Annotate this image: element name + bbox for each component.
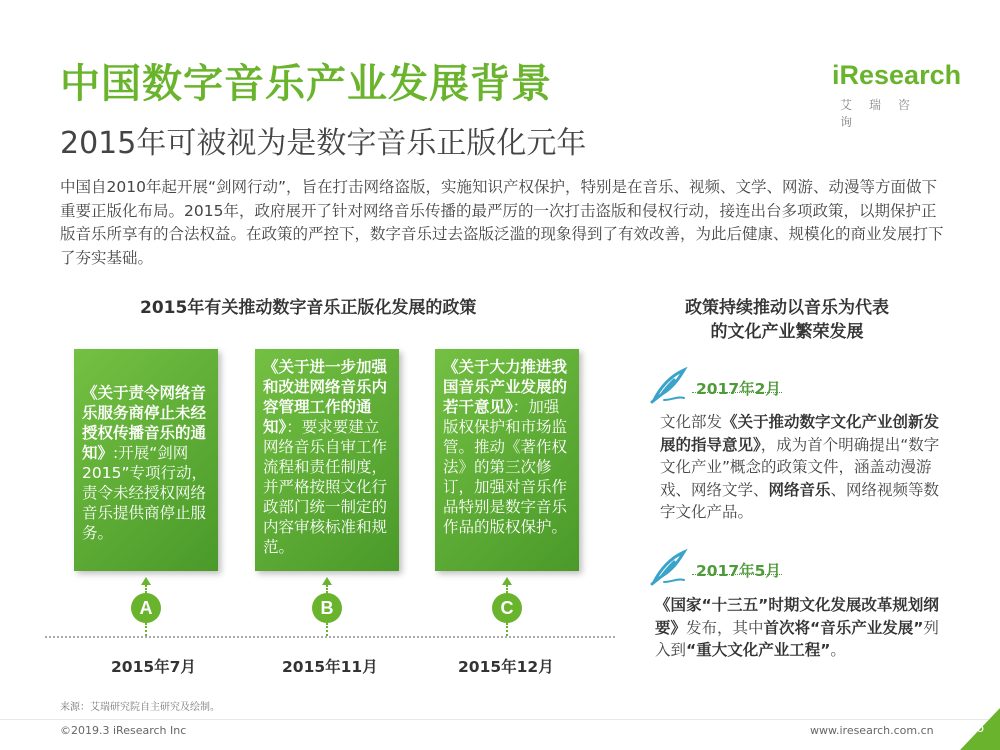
arrow-up-icon (141, 577, 151, 585)
event-text-part: ，成为首个明确提出“数字文化产业”概念的政策文件，涵盖动漫游戏、网络文学、 (660, 435, 940, 499)
policy-card-title: 《关于大力推进我国音乐产业发展的若干意见》 (443, 358, 568, 416)
policy-card-title: 《关于进一步加强和改进网络音乐内容管理工作的通知》 (263, 358, 388, 436)
quill-icon (648, 366, 688, 404)
copyright-text: ©2019.3 iResearch Inc (60, 724, 187, 737)
policy-card-text: ：加强版权保护和市场监管。推动《著作权法》的第三次修订，加强对音乐作品特别是数字音乐作品的版权保护。 (443, 398, 568, 536)
event-text-part: 发布，其中 (686, 618, 764, 637)
policy-card-text: ：要求要建立网络音乐自审工作流程和责任制度，并严格按照文化行政部门统一制定的内容审核标准和规范。 (263, 418, 388, 556)
logo-cn-text: 艾瑞咨询 (840, 98, 928, 129)
policy-card-text: :开展“剑网2015”专项行动，责令未经授权网络音乐提供商停止服务。 (82, 444, 207, 542)
intro-paragraph: 中国自2010年起开展“剑网行动”，旨在打击网络盗版，实施知识产权保护，特别是在音乐、视频、文学、网游、动漫等方面做下重要正版化布局。2015年，政府展开了针对网络音乐传播的最严厉的一次打击盗版和侵权行动，接连出台多项政策，以期保护正版音乐所享有的合法权益。在政策的严控下，数字音乐过去盗版泛滥的现象得到了有效改善，为此后健康、规模化的商业发展打下了夯实基础。 (60, 178, 944, 267)
event-text-part: 列入到 (655, 618, 939, 659)
connector-line (145, 585, 147, 593)
right-title-line1: 政策持续推动以音乐为代表 (685, 298, 889, 318)
quill-icon (648, 548, 688, 586)
page-number: 6 (976, 721, 985, 736)
event-date-2: 2017年5月 (696, 562, 781, 580)
website-url: www.iresearch.com.cn (810, 724, 934, 737)
iresearch-logo (828, 58, 962, 129)
date-underline (692, 392, 782, 393)
marker-b: B (312, 593, 342, 623)
connector-line (326, 623, 328, 636)
arrow-up-icon (322, 577, 332, 585)
right-section-title (652, 296, 922, 344)
event-text-part: 文化部发 (660, 413, 723, 431)
right-title-line2: 的文化产业繁荣发展 (710, 322, 864, 342)
timeline-axis (45, 636, 615, 638)
logo-text: iResearch (832, 60, 962, 90)
event-text-1 (660, 411, 950, 524)
event-date-1: 2017年2月 (696, 380, 781, 398)
event-text-bold: 网络音乐 (768, 480, 831, 499)
marker-a: A (131, 593, 161, 623)
timeline-date-b: 2015年11月 (282, 658, 378, 676)
connector-line (506, 585, 508, 593)
page-title: 中国数字音乐产业发展背景 (60, 61, 552, 107)
connector-line (506, 623, 508, 636)
event-text-2 (655, 594, 950, 662)
policy-card-b (255, 349, 399, 571)
event-text-bold: 首次将“音乐产业发展” (763, 618, 924, 637)
timeline-date-c: 2015年12月 (458, 658, 554, 676)
timeline-date-a: 2015年7月 (111, 658, 196, 676)
event-text-bold: “重大文化产业工程” (686, 641, 831, 659)
page-subtitle: 2015年可被视为是数字音乐正版化元年 (60, 126, 587, 161)
event-text-bold: 《关于推动数字文化产业创新发展的指导意见》 (660, 413, 940, 454)
event-text-part: 、网络视频等数字文化产品。 (660, 480, 940, 521)
arrow-up-icon (502, 577, 512, 585)
source-note: 来源：艾瑞研究院自主研究及绘制。 (60, 702, 220, 713)
policy-card-title: 《关于责令网络音乐服务商停止未经授权传播音乐的通知》 (82, 384, 207, 462)
event-text-bold: 《国家“十三五”时期文化发展改革规划纲要》 (655, 596, 939, 637)
event-text-part: 。 (830, 641, 846, 659)
connector-line (145, 623, 147, 636)
connector-line (326, 585, 328, 593)
policy-card-a (74, 349, 218, 571)
footer-divider (0, 719, 1000, 720)
marker-c: C (492, 593, 522, 623)
left-section-title: 2015年有关推动数字音乐正版化发展的政策 (140, 298, 477, 318)
policy-card-c (435, 349, 579, 571)
date-underline (692, 574, 782, 575)
